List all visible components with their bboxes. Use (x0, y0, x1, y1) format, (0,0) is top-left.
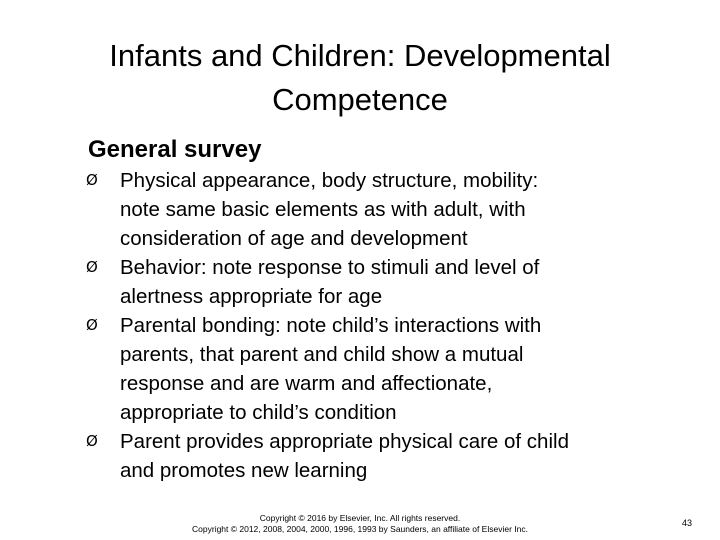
list-item-text (120, 166, 656, 253)
list-item-line: Parental bonding: note child’s interactions with (120, 314, 542, 337)
list-item (86, 427, 656, 485)
section-heading: General survey (88, 136, 262, 163)
page-number: 43 (682, 518, 693, 528)
list-item-text (120, 311, 656, 427)
arrow-bullet-icon: Ø (86, 258, 98, 276)
sub-bullet-list (86, 166, 656, 485)
level1-item (40, 132, 680, 168)
list-item-line: note same basic elements as with adult, with (120, 198, 526, 221)
arrow-bullet-icon: Ø (86, 316, 98, 334)
list-item-line: Physical appearance, body structure, mobility: (120, 169, 539, 192)
list-item (86, 166, 656, 253)
slide-title (40, 34, 680, 122)
list-item-line: parents, that parent and child show a mutual (120, 343, 524, 366)
list-item-text (120, 427, 656, 485)
copyright-line-2: Copyright © 2012, 2008, 2004, 2000, 1996, 1993 by Saunders, an affiliate of Elsevier Inc. (192, 524, 528, 534)
list-item-line: and promotes new learning (120, 459, 368, 482)
copyright-footer (150, 513, 570, 535)
list-item-line: alertness appropriate for age (120, 285, 383, 308)
slide-title-line-2: Competence (272, 82, 448, 117)
list-item-line: Behavior: note response to stimuli and level of (120, 256, 540, 279)
list-item-line: response and are warm and affectionate, (120, 372, 493, 395)
list-item-text (120, 253, 656, 311)
list-item-line: appropriate to child’s condition (120, 401, 397, 424)
list-item (86, 253, 656, 311)
copyright-line-1: Copyright © 2016 by Elsevier, Inc. All rights reserved. (259, 513, 461, 523)
slide-title-line-1: Infants and Children: Developmental (109, 38, 611, 73)
arrow-bullet-icon: Ø (86, 171, 98, 189)
arrow-bullet-icon: Ø (86, 432, 98, 450)
level1-list (40, 132, 680, 168)
list-item-line: Parent provides appropriate physical care of child (120, 430, 569, 453)
list-item-line: consideration of age and development (120, 227, 468, 250)
list-item (86, 311, 656, 427)
